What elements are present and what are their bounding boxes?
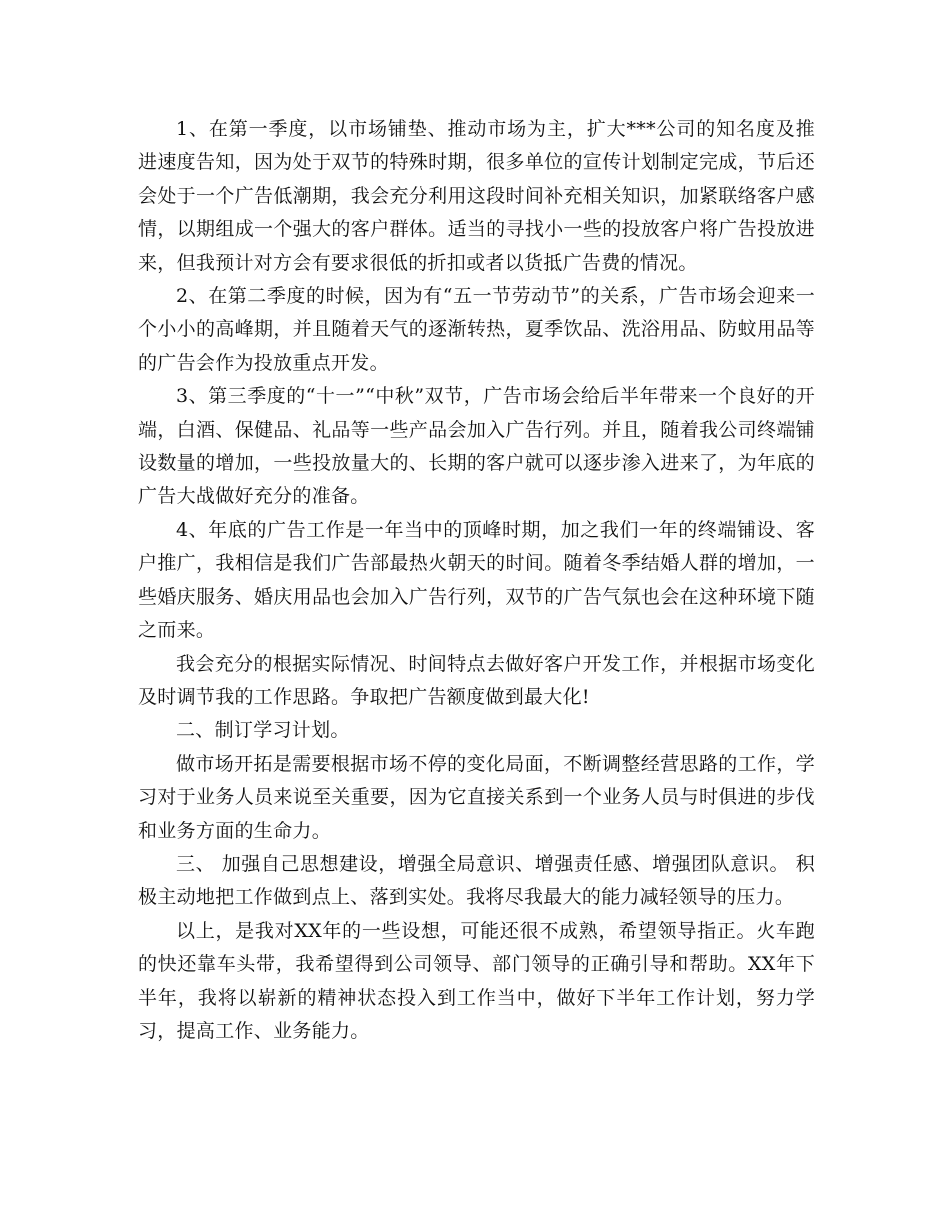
paragraph-q2: 2、在第二季度的时候，因为有“五一节劳动节”的关系，广告市场会迎来一个小小的高峰期，并且随着天气的逐渐转热，夏季饮品、洗浴用品、防蚊用品等的广告会作为投放重点开发。 [138, 285, 815, 374]
paragraph-customer-development: 我会充分的根据实际情况、时间特点去做好客户开发工作，并根据市场变化及时调节我的工作思路。争取把广告额度做到最大化! [138, 652, 815, 708]
paragraph-q3: 3、第三季度的“十一”“中秋”双节，广告市场会给后半年带来一个良好的开端，白酒、保健品、礼品等一些产品会加入广告行列。并且，随着我公司终端铺设数量的增加，一些投放量大的、长期的客户就可以逐步渗入进来了，为年底的广告大战做好充分的准备。 [138, 385, 815, 508]
paragraph-q4: 4、年底的广告工作是一年当中的顶峰时期，加之我们一年的终端铺设、客户推广，我相信是我们广告部最热火朝天的时间。随着冬季结婚人群的增加，一些婚庆服务、婚庆用品也会加入广告行列，双节的广告气氛也会在这种环境下随之而来。 [138, 518, 815, 642]
document-body [138, 113, 815, 1048]
paragraph-self-development: 三、 加强自己思想建设，增强全局意识、增强责任感、增强团队意识。 积极主动地把工作做到点上、落到实处。我将尽我最大的能力减轻领导的压力。 [138, 852, 815, 909]
paragraph-conclusion: 以上，是我对XX年的一些设想，可能还很不成熟，希望领导指正。火车跑的快还靠车头带，我希望得到公司领导、部门领导的正确引导和帮助。XX年下半年，我将以崭新的精神状态投入到工作当中，做好下半年工作计划，努力学习，提高工作、业务能力。 [138, 919, 815, 1042]
paragraph-q1: 1、在第一季度，以市场铺垫、推动市场为主，扩大***公司的知名度及推进速度告知，因为处于双节的特殊时期，很多单位的宣传计划制定完成，节后还会处于一个广告低潮期，我会充分利用这段时间补充相关知识，加紧联络客户感情，以期组成一个强大的客户群体。适当的寻找小一些的投放客户将广告投放进来，但我预计对方会有要求很低的折扣或者以货抵广告费的情况。 [138, 118, 815, 274]
heading-study-plan: 二、制订学习计划。 [176, 719, 350, 742]
paragraph-study-plan: 做市场开拓是需要根据市场不停的变化局面，不断调整经营思路的工作，学习对于业务人员来说至关重要，因为它直接关系到一个业务人员与时俱进的步伐和业务方面的生命力。 [138, 752, 815, 842]
